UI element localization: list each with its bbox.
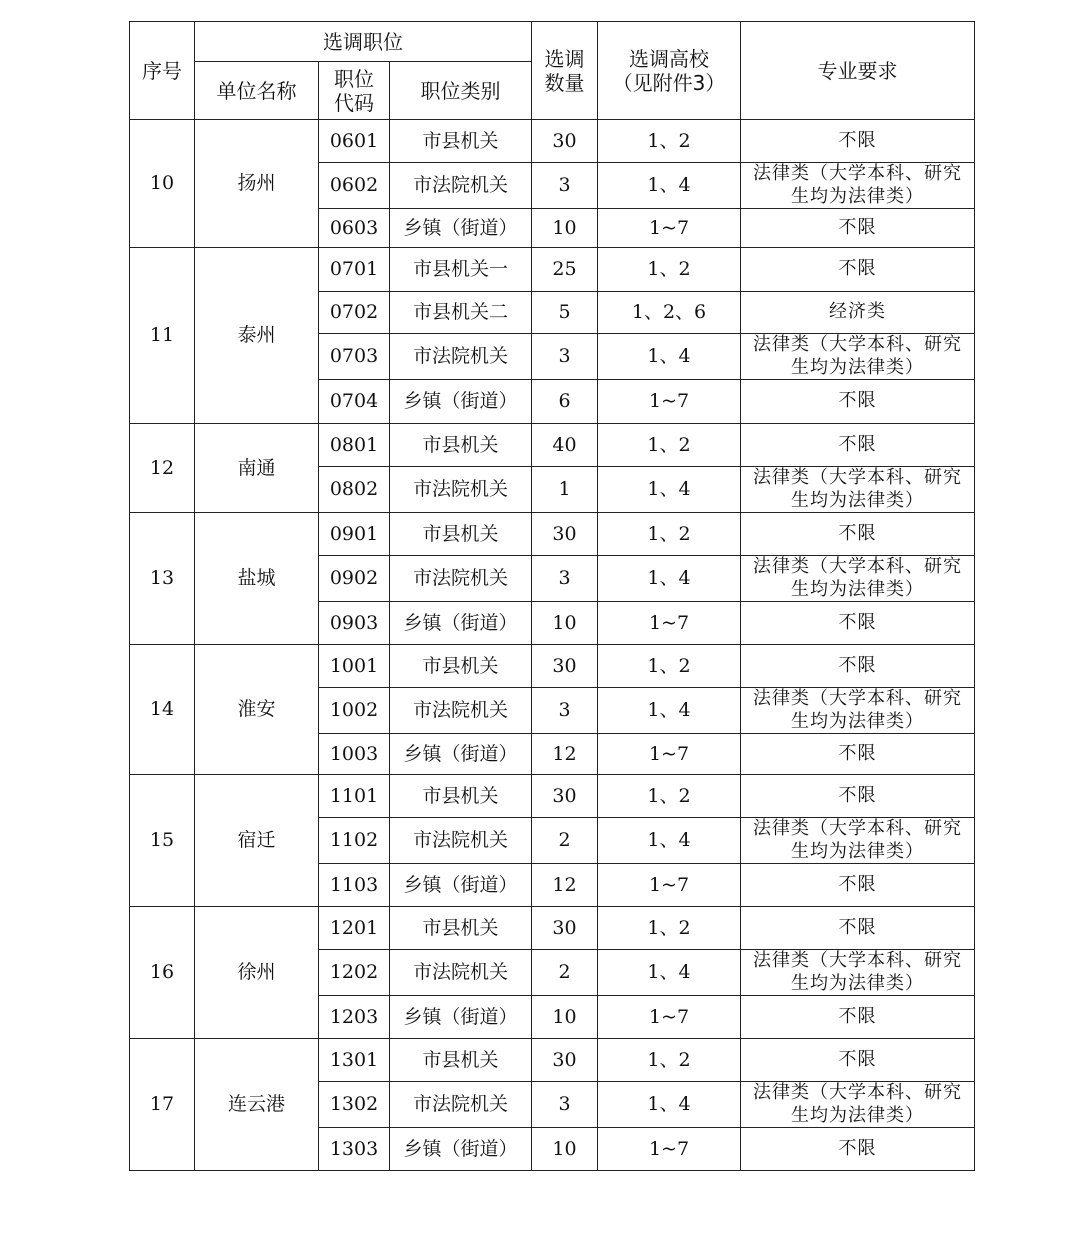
cell-seq: 11 bbox=[130, 248, 195, 424]
cell-quantity: 3 bbox=[532, 334, 598, 380]
cell-position-type: 市县机关 bbox=[390, 775, 532, 818]
cell-universities: 1、4 bbox=[598, 688, 741, 734]
cell-position-code: 1202 bbox=[319, 950, 390, 996]
cell-unit-name: 连云港 bbox=[195, 1039, 319, 1171]
cell-universities: 1、2 bbox=[598, 775, 741, 818]
cell-quantity: 25 bbox=[532, 248, 598, 292]
cell-universities: 1、4 bbox=[598, 1082, 741, 1128]
header-position-type: 职位类别 bbox=[390, 62, 532, 120]
cell-position-code: 0802 bbox=[319, 467, 390, 513]
cell-position-type: 乡镇（街道） bbox=[390, 734, 532, 775]
cell-universities: 1~7 bbox=[598, 864, 741, 907]
cell-position-type: 市县机关 bbox=[390, 120, 532, 163]
cell-major-requirement: 不限 bbox=[741, 424, 975, 467]
cell-major-requirement: 法律类（大学本科、研究生均为法律类） bbox=[741, 818, 975, 864]
cell-position-code: 0703 bbox=[319, 334, 390, 380]
cell-position-code: 0702 bbox=[319, 292, 390, 334]
table-row bbox=[130, 513, 975, 556]
cell-seq: 13 bbox=[130, 513, 195, 645]
table-row bbox=[130, 248, 975, 292]
cell-major-requirement: 法律类（大学本科、研究生均为法律类） bbox=[741, 688, 975, 734]
cell-universities: 1、4 bbox=[598, 818, 741, 864]
cell-position-code: 0701 bbox=[319, 248, 390, 292]
table-header bbox=[130, 22, 975, 120]
cell-universities: 1~7 bbox=[598, 380, 741, 424]
table-row bbox=[130, 907, 975, 950]
document-page bbox=[129, 21, 975, 1171]
cell-seq: 14 bbox=[130, 645, 195, 775]
cell-position-type: 市法院机关 bbox=[390, 1082, 532, 1128]
cell-position-code: 1001 bbox=[319, 645, 390, 688]
cell-quantity: 2 bbox=[532, 950, 598, 996]
cell-major-requirement: 法律类（大学本科、研究生均为法律类） bbox=[741, 950, 975, 996]
cell-major-requirement: 经济类 bbox=[741, 292, 975, 334]
cell-position-type: 市法院机关 bbox=[390, 688, 532, 734]
cell-position-type: 乡镇（街道） bbox=[390, 864, 532, 907]
cell-seq: 15 bbox=[130, 775, 195, 907]
cell-position-code: 1102 bbox=[319, 818, 390, 864]
cell-major-requirement: 不限 bbox=[741, 1128, 975, 1171]
cell-position-code: 0901 bbox=[319, 513, 390, 556]
cell-quantity: 10 bbox=[532, 209, 598, 248]
cell-universities: 1、4 bbox=[598, 467, 741, 513]
cell-quantity: 30 bbox=[532, 907, 598, 950]
cell-universities: 1、2 bbox=[598, 513, 741, 556]
cell-position-code: 1201 bbox=[319, 907, 390, 950]
cell-quantity: 40 bbox=[532, 424, 598, 467]
cell-quantity: 30 bbox=[532, 775, 598, 818]
cell-major-requirement: 不限 bbox=[741, 734, 975, 775]
cell-universities: 1、4 bbox=[598, 556, 741, 602]
table-row bbox=[130, 1039, 975, 1082]
cell-position-code: 1303 bbox=[319, 1128, 390, 1171]
cell-position-type: 市县机关一 bbox=[390, 248, 532, 292]
cell-quantity: 10 bbox=[532, 1128, 598, 1171]
cell-quantity: 12 bbox=[532, 734, 598, 775]
header-major-requirement: 专业要求 bbox=[741, 22, 975, 120]
cell-quantity: 12 bbox=[532, 864, 598, 907]
cell-position-code: 1302 bbox=[319, 1082, 390, 1128]
cell-major-requirement: 不限 bbox=[741, 209, 975, 248]
cell-unit-name: 淮安 bbox=[195, 645, 319, 775]
cell-position-code: 0902 bbox=[319, 556, 390, 602]
cell-unit-name: 盐城 bbox=[195, 513, 319, 645]
cell-position-type: 市县机关二 bbox=[390, 292, 532, 334]
cell-position-type: 市县机关 bbox=[390, 424, 532, 467]
cell-unit-name: 扬州 bbox=[195, 120, 319, 248]
cell-universities: 1、4 bbox=[598, 334, 741, 380]
cell-position-type: 乡镇（街道） bbox=[390, 602, 532, 645]
cell-seq: 10 bbox=[130, 120, 195, 248]
cell-position-type: 市法院机关 bbox=[390, 163, 532, 209]
cell-universities: 1、2 bbox=[598, 424, 741, 467]
cell-major-requirement: 法律类（大学本科、研究生均为法律类） bbox=[741, 556, 975, 602]
cell-position-type: 市县机关 bbox=[390, 645, 532, 688]
cell-major-requirement: 不限 bbox=[741, 775, 975, 818]
cell-quantity: 30 bbox=[532, 1039, 598, 1082]
cell-quantity: 3 bbox=[532, 688, 598, 734]
position-table bbox=[129, 21, 975, 1171]
cell-quantity: 30 bbox=[532, 513, 598, 556]
cell-major-requirement: 不限 bbox=[741, 645, 975, 688]
cell-position-code: 0801 bbox=[319, 424, 390, 467]
cell-quantity: 30 bbox=[532, 645, 598, 688]
cell-seq: 12 bbox=[130, 424, 195, 513]
cell-major-requirement: 不限 bbox=[741, 864, 975, 907]
table-row bbox=[130, 645, 975, 688]
cell-quantity: 6 bbox=[532, 380, 598, 424]
cell-major-requirement: 不限 bbox=[741, 1039, 975, 1082]
cell-position-type: 乡镇（街道） bbox=[390, 1128, 532, 1171]
cell-quantity: 5 bbox=[532, 292, 598, 334]
cell-position-code: 1002 bbox=[319, 688, 390, 734]
cell-position-type: 市法院机关 bbox=[390, 950, 532, 996]
header-position-code: 职位代码 bbox=[319, 62, 390, 120]
header-position-group: 选调职位 bbox=[195, 22, 532, 62]
cell-quantity: 3 bbox=[532, 556, 598, 602]
cell-position-code: 0603 bbox=[319, 209, 390, 248]
cell-position-code: 1101 bbox=[319, 775, 390, 818]
cell-position-code: 1203 bbox=[319, 996, 390, 1039]
cell-quantity: 3 bbox=[532, 163, 598, 209]
header-seq: 序号 bbox=[130, 22, 195, 120]
table-row bbox=[130, 775, 975, 818]
cell-universities: 1、2 bbox=[598, 907, 741, 950]
cell-major-requirement: 不限 bbox=[741, 380, 975, 424]
cell-seq: 16 bbox=[130, 907, 195, 1039]
cell-unit-name: 南通 bbox=[195, 424, 319, 513]
cell-seq: 17 bbox=[130, 1039, 195, 1171]
table-row bbox=[130, 424, 975, 467]
cell-major-requirement: 不限 bbox=[741, 907, 975, 950]
cell-universities: 1、2、6 bbox=[598, 292, 741, 334]
cell-major-requirement: 法律类（大学本科、研究生均为法律类） bbox=[741, 467, 975, 513]
cell-quantity: 10 bbox=[532, 996, 598, 1039]
cell-unit-name: 宿迁 bbox=[195, 775, 319, 907]
cell-universities: 1、4 bbox=[598, 950, 741, 996]
table-row bbox=[130, 120, 975, 163]
cell-position-type: 市县机关 bbox=[390, 513, 532, 556]
cell-major-requirement: 法律类（大学本科、研究生均为法律类） bbox=[741, 1082, 975, 1128]
cell-position-code: 0601 bbox=[319, 120, 390, 163]
header-unit-name: 单位名称 bbox=[195, 62, 319, 120]
cell-position-type: 市法院机关 bbox=[390, 467, 532, 513]
cell-position-type: 市县机关 bbox=[390, 907, 532, 950]
cell-position-type: 市法院机关 bbox=[390, 556, 532, 602]
cell-major-requirement: 不限 bbox=[741, 513, 975, 556]
cell-position-code: 1003 bbox=[319, 734, 390, 775]
cell-universities: 1~7 bbox=[598, 209, 741, 248]
cell-universities: 1~7 bbox=[598, 996, 741, 1039]
cell-position-type: 乡镇（街道） bbox=[390, 209, 532, 248]
cell-universities: 1、2 bbox=[598, 120, 741, 163]
cell-major-requirement: 法律类（大学本科、研究生均为法律类） bbox=[741, 334, 975, 380]
cell-universities: 1~7 bbox=[598, 1128, 741, 1171]
header-quantity: 选调数量 bbox=[532, 22, 598, 120]
cell-universities: 1、2 bbox=[598, 248, 741, 292]
cell-position-code: 0602 bbox=[319, 163, 390, 209]
cell-position-type: 乡镇（街道） bbox=[390, 996, 532, 1039]
cell-quantity: 10 bbox=[532, 602, 598, 645]
cell-major-requirement: 不限 bbox=[741, 996, 975, 1039]
cell-quantity: 2 bbox=[532, 818, 598, 864]
cell-position-code: 1103 bbox=[319, 864, 390, 907]
cell-position-code: 0704 bbox=[319, 380, 390, 424]
cell-position-type: 市法院机关 bbox=[390, 818, 532, 864]
cell-universities: 1、2 bbox=[598, 1039, 741, 1082]
cell-major-requirement: 不限 bbox=[741, 120, 975, 163]
cell-major-requirement: 不限 bbox=[741, 248, 975, 292]
cell-position-type: 市法院机关 bbox=[390, 334, 532, 380]
cell-position-type: 乡镇（街道） bbox=[390, 380, 532, 424]
cell-unit-name: 泰州 bbox=[195, 248, 319, 424]
cell-position-type: 市县机关 bbox=[390, 1039, 532, 1082]
cell-major-requirement: 不限 bbox=[741, 602, 975, 645]
cell-major-requirement: 法律类（大学本科、研究生均为法律类） bbox=[741, 163, 975, 209]
cell-universities: 1、2 bbox=[598, 645, 741, 688]
cell-unit-name: 徐州 bbox=[195, 907, 319, 1039]
cell-universities: 1、4 bbox=[598, 163, 741, 209]
table-body bbox=[130, 120, 975, 1171]
header-universities: 选调高校（见附件3） bbox=[598, 22, 741, 120]
cell-universities: 1~7 bbox=[598, 734, 741, 775]
cell-position-code: 0903 bbox=[319, 602, 390, 645]
cell-quantity: 3 bbox=[532, 1082, 598, 1128]
cell-quantity: 30 bbox=[532, 120, 598, 163]
cell-position-code: 1301 bbox=[319, 1039, 390, 1082]
cell-quantity: 1 bbox=[532, 467, 598, 513]
cell-universities: 1~7 bbox=[598, 602, 741, 645]
